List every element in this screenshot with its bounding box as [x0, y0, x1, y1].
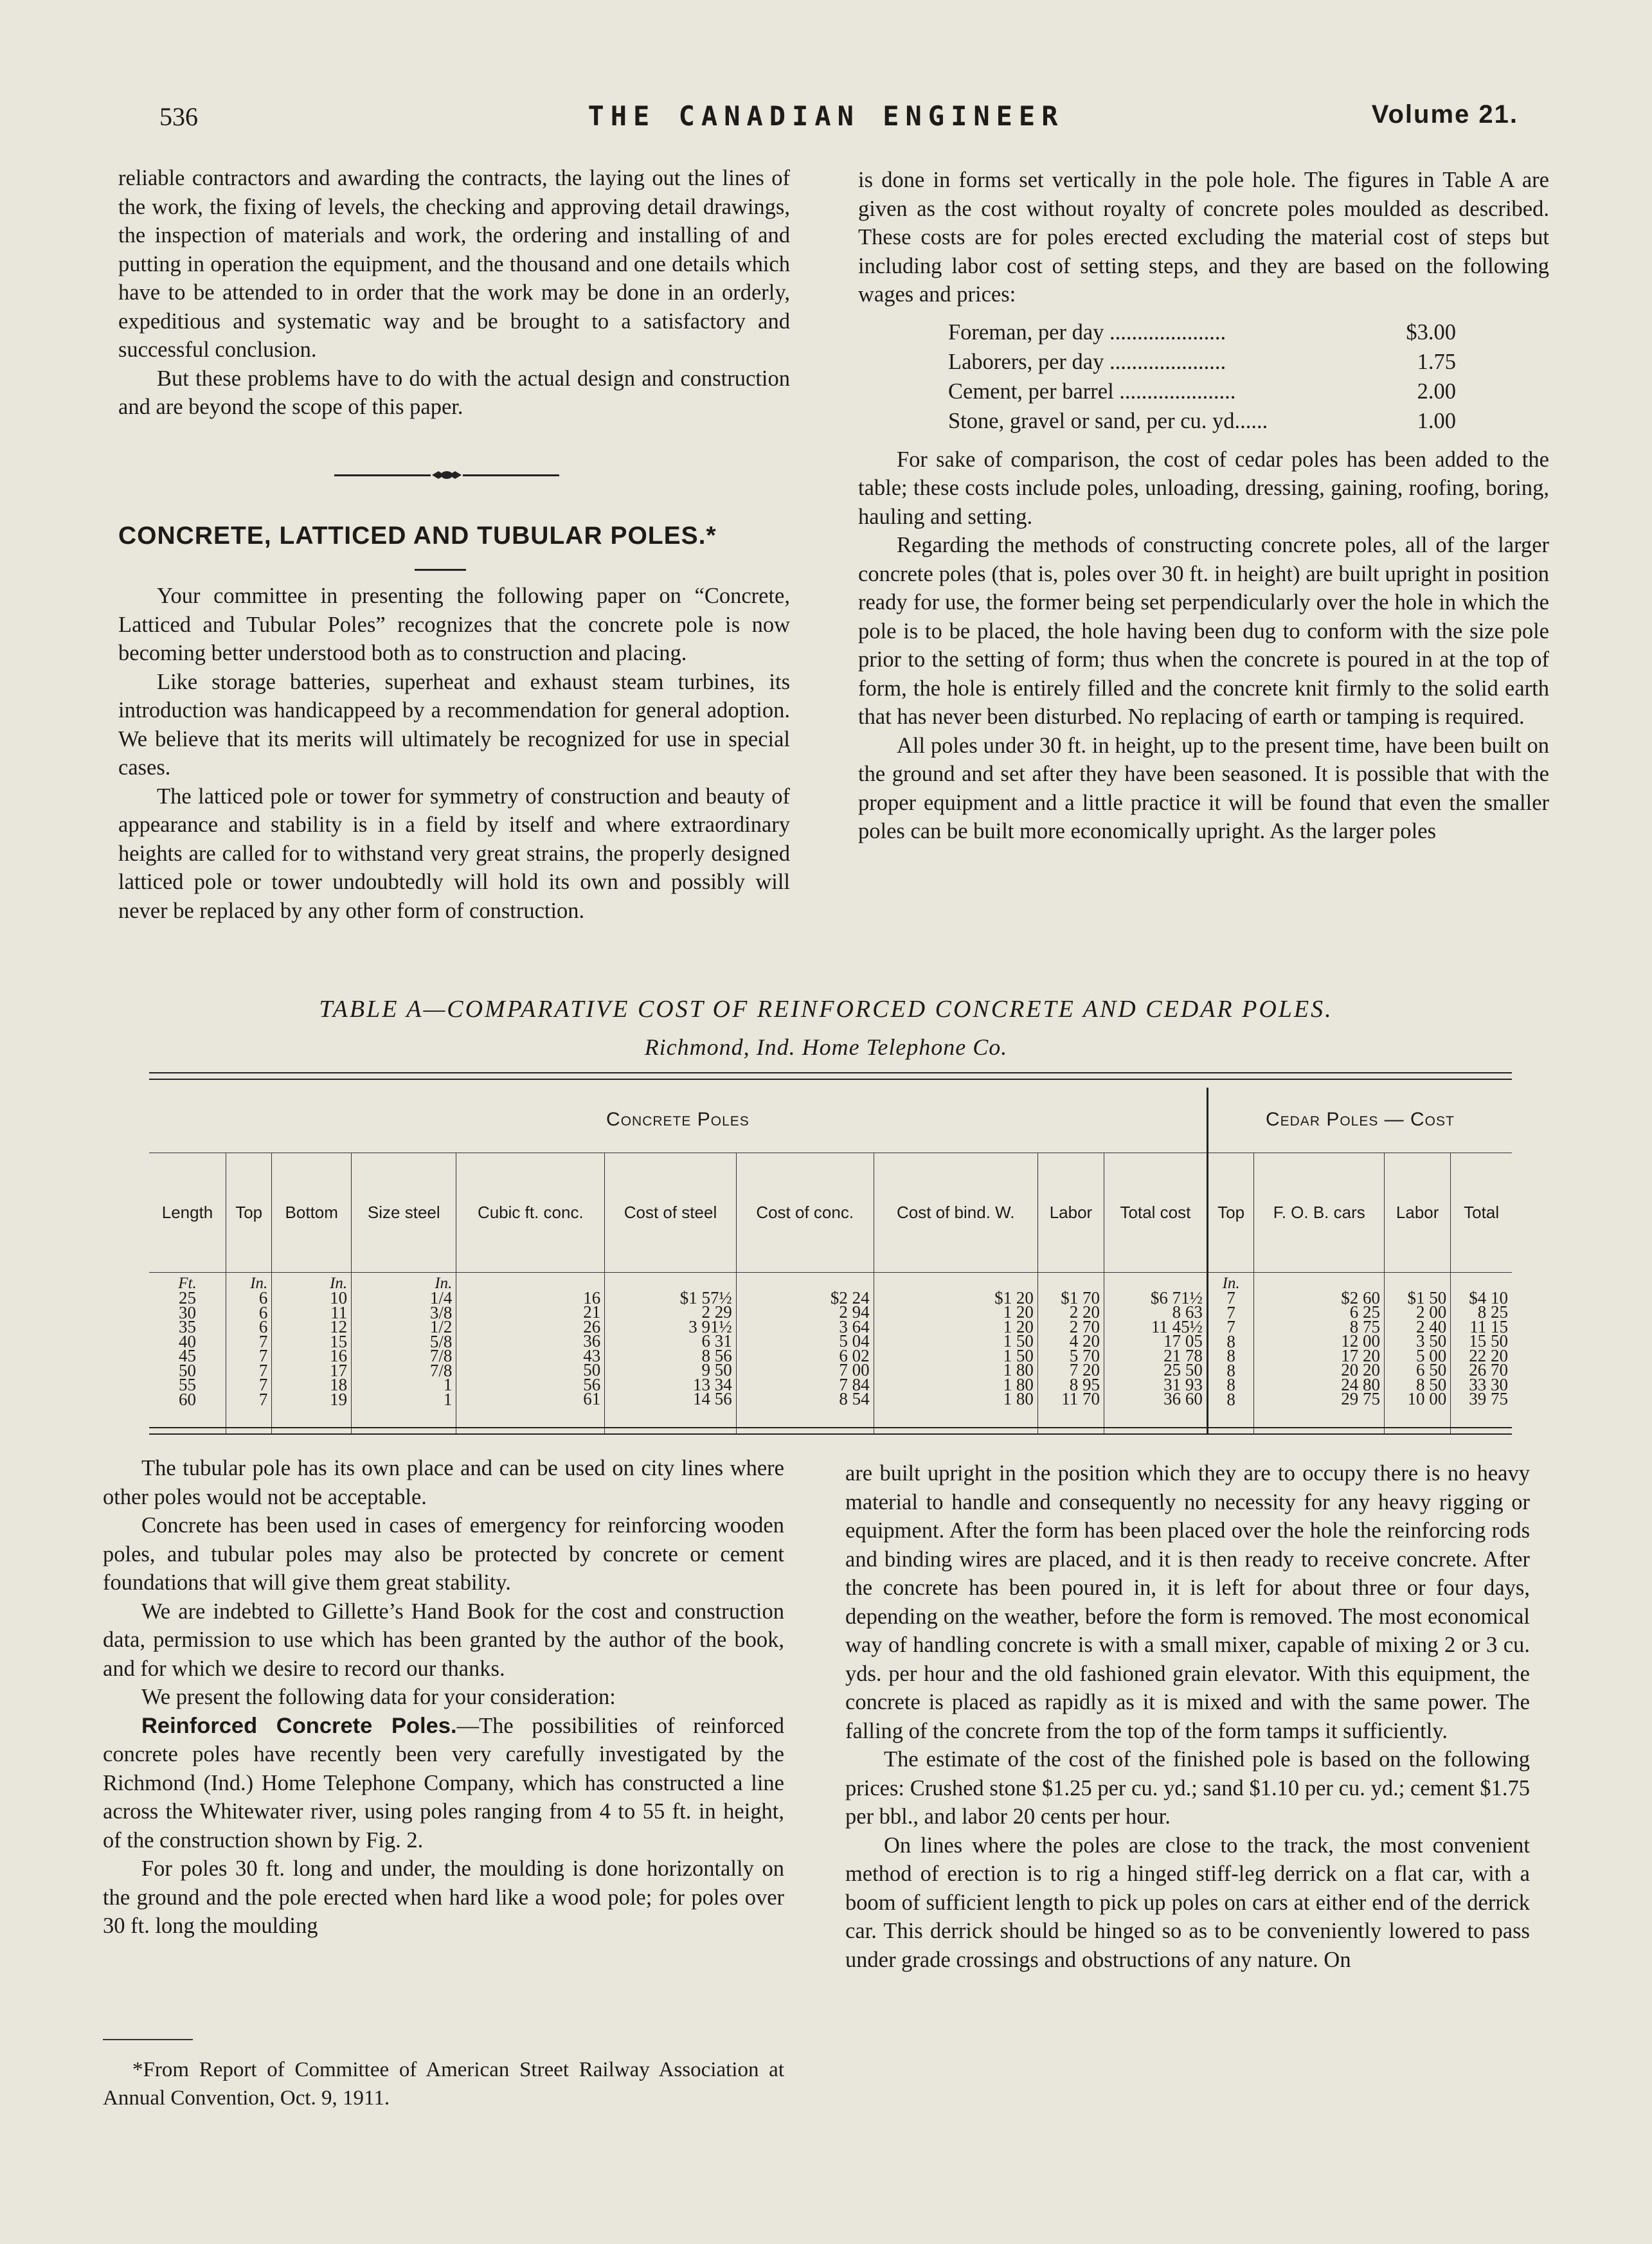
article-intro-column: [118, 582, 790, 925]
run-in-heading: Reinforced Concrete Poles.: [141, 1713, 457, 1738]
table-cell: 1 20: [1003, 1302, 1034, 1322]
table-cell: 7: [258, 1375, 268, 1395]
table-cell: 25 50: [1163, 1360, 1203, 1380]
paragraph: The estimate of the cost of the finished pole is based on the following prices: Crushed stone $1.25 per cu. yd.; sand $1.10 per cu. yd.; cement $1.75 per bbl., and labor 20 cents per hour.: [845, 1747, 1530, 1829]
table-column-cell: [736, 1272, 874, 1435]
diamond-ornament-icon: [431, 469, 463, 481]
column-header: Labor: [1037, 1153, 1104, 1272]
price-row: [948, 348, 1456, 377]
table-cell: 6 02: [839, 1345, 870, 1365]
table-column-cell: [226, 1272, 272, 1435]
table-cell: 1/4: [429, 1288, 453, 1308]
table-column-cell: [272, 1272, 352, 1435]
table-body: [149, 1272, 1512, 1435]
table-cell: 1 50: [1003, 1345, 1034, 1365]
table-cell: 8: [1226, 1389, 1235, 1409]
table-cell: 29 75: [1341, 1389, 1381, 1409]
table-cell: 55: [179, 1375, 196, 1395]
table-cell: 1/2: [429, 1317, 453, 1337]
table-cell: 1 50: [1003, 1331, 1034, 1351]
table-cell: 8 75: [1349, 1316, 1381, 1336]
table-column-cell: [352, 1272, 456, 1435]
table-cell: 33 30: [1469, 1374, 1508, 1394]
table-cell: 2 20: [1069, 1302, 1100, 1322]
paragraph: Concrete has been used in cases of emergency for reinforcing wooden poles, and tubular poles may also be protected by concrete or cement foundations that will give them great stability.: [103, 1513, 784, 1595]
top-left-column: [118, 164, 790, 422]
column-header: Cost of conc.: [736, 1153, 874, 1272]
table-cell: 9 50: [701, 1360, 732, 1380]
unit-label: [460, 1277, 600, 1291]
price-value: $3.00: [1406, 319, 1456, 345]
column-header: Total cost: [1104, 1153, 1208, 1272]
table-cell: 11 45½: [1151, 1316, 1203, 1336]
paragraph: is done in forms set vertically in the pole hole. The figures in Table A are given as the cost without royalty of concrete poles moulded as described. These costs are for poles erected excluding the material cost of steps but including labor cost of setting steps, and they are based on the following wages and prices:: [858, 168, 1549, 307]
footnote-rule: [103, 2039, 193, 2040]
paragraph: Like storage batteries, superheat and exhaust steam turbines, its introduction was handicappeed by a recommendation for general adoption. We believe that its merits will ultimately be recognized for use in special cases.: [118, 669, 790, 780]
journal-title: THE CANADIAN ENGINEER: [588, 100, 1064, 132]
paragraph: We present the following data for your consideration:: [141, 1685, 616, 1709]
column-header: Cost of bind. W.: [874, 1153, 1037, 1272]
paragraph: Regarding the methods of constructing concrete poles, all of the larger concrete poles (that is, poles over 30 ft. in height) are built upright in position ready for use, the former being set perpendicularly over the hole in which the pole is to be placed, the hole having been dug to conform with the size pole prior to the setting of form; thus when the concrete is poured in at the top of form, the hole is entirely filled and the concrete knit firmly to the solid earth that has never been disturbed. No replacing of earth or tamping is required.: [858, 533, 1549, 729]
table-cell: 22 20: [1469, 1345, 1508, 1365]
table-cell: 25: [179, 1288, 196, 1308]
table-cell: 5 70: [1069, 1345, 1100, 1365]
price-label: Laborers, per day .....................: [948, 349, 1226, 374]
table-cell: 30: [179, 1302, 196, 1322]
price-value: 1.75: [1417, 349, 1456, 374]
table-cell: 35: [179, 1317, 196, 1337]
table-cell: 61: [583, 1389, 601, 1409]
column-header: Cubic ft. conc.: [456, 1153, 605, 1272]
table-cell: 10: [330, 1288, 348, 1308]
table-cell: 3 91½: [688, 1316, 732, 1336]
table-cell: 7: [258, 1331, 268, 1351]
table-cell: 7: [1226, 1288, 1235, 1308]
price-label: Foreman, per day .....................: [948, 319, 1226, 345]
table-cell: 21: [583, 1302, 601, 1322]
top-right-column: [858, 166, 1549, 846]
table-cell: $1 70: [1061, 1288, 1100, 1307]
unit-label: In.: [330, 1274, 348, 1292]
table-cell: 24 80: [1341, 1374, 1381, 1394]
table-cell: 36 60: [1163, 1389, 1203, 1409]
table-column-cell: [1037, 1272, 1104, 1435]
price-value: 1.00: [1417, 408, 1456, 433]
table-column-cell: [1104, 1272, 1208, 1435]
bottom-right-column: [845, 1459, 1530, 1974]
table-column-cell: [1254, 1272, 1385, 1435]
table-cell: 39 75: [1469, 1389, 1508, 1409]
paragraph: The tubular pole has its own place and can be used on city lines where other poles would not be acceptable.: [103, 1456, 784, 1509]
price-row: [948, 318, 1456, 348]
table-cell: 5 00: [1416, 1345, 1447, 1365]
table-cell: 6: [258, 1288, 268, 1308]
table-cell: 36: [583, 1331, 601, 1351]
paragraph: reliable contractors and awarding the contracts, the laying out the lines of the work, the fixing of levels, the checking and approving detail drawings, the inspection of materials and work, the ordering and installing of and putting in operation the equipment, and the thousand and one details which have to be attended to in order that the work may be done in an orderly, expeditious and systematic way and be brought to a satisfactory and successful conclusion.: [118, 166, 790, 362]
table-cell: 31 93: [1163, 1374, 1203, 1394]
paragraph: For poles 30 ft. long and under, the moulding is done horizontally on the ground and the pole erected when hard like a wood pole; for poles over 30 ft. long the moulding: [103, 1856, 784, 1938]
column-header: Top: [1207, 1153, 1254, 1272]
running-header: [0, 96, 1652, 135]
table-cell: 17 20: [1341, 1345, 1381, 1365]
table-cell: 8 95: [1069, 1374, 1100, 1394]
table-cell: 19: [330, 1389, 348, 1409]
paragraph: The latticed pole or tower for symmetry of construction and beauty of appearance and stability is in a field by itself and where extraordinary heights are called for to withstand very great strains, the properly designed latticed pole or tower undoubtedly will hold its own and possibly will never be replaced by any other form of construction.: [118, 784, 790, 923]
table-cell: $6 71½: [1150, 1288, 1203, 1307]
table-cell: $2 24: [830, 1288, 870, 1307]
table-cell: 12: [330, 1317, 348, 1337]
table-cell: 8 50: [1416, 1374, 1447, 1394]
run-in-text: —The possibilities of reinforced concrete poles have recently been very carefully investigated by the Richmond (Ind.) Home Telephone Company, which has constructed a line across the Whitewater river, using poles ranging from 4 to 55 ft. in height, of the construction shown by Fig. 2.: [103, 1713, 785, 1853]
table-cell: 3 64: [839, 1316, 870, 1336]
table-cell: 7 20: [1069, 1360, 1100, 1380]
table-cell: 2 94: [839, 1302, 870, 1322]
table-cell: 6 50: [1416, 1360, 1447, 1380]
table-cell: 6: [258, 1302, 268, 1322]
table-cell: 8 56: [701, 1345, 732, 1365]
price-value: 2.00: [1417, 379, 1456, 404]
table-column-cell: [1385, 1272, 1451, 1435]
unit-label: In.: [250, 1274, 268, 1292]
table-cell: 10 00: [1407, 1389, 1447, 1409]
table-cell: $2 60: [1341, 1288, 1381, 1307]
table-cell: $1 57½: [679, 1288, 732, 1307]
paragraph: All poles under 30 ft. in height, up to the present time, have been built on the ground and set after they have been seasoned. It is possible that with the proper equipment and a little practice it will be found that even the smaller poles can be built more economically upright. As the larger poles: [858, 733, 1549, 843]
table-cell: 26 70: [1469, 1360, 1508, 1380]
paragraph: Your committee in presenting the following paper on “Concrete, Latticed and Tubular Poles” recognizes that the concrete pole is now becoming better understood both as to construction and placing.: [118, 584, 790, 665]
table-cell: 14 56: [692, 1389, 732, 1409]
table-cell: 6 31: [701, 1331, 732, 1351]
column-header: Bottom: [272, 1153, 352, 1272]
paragraph: For sake of comparison, the cost of cedar poles has been added to the table; these costs include poles, unloading, dressing, gaining, roofing, boring, hauling and setting.: [858, 447, 1549, 529]
table-cell: 26: [583, 1316, 601, 1336]
table-cell: 16: [330, 1346, 348, 1366]
unit-label: Ft.: [178, 1274, 197, 1292]
table-cell: $1 50: [1407, 1288, 1447, 1307]
table-cell: 5 04: [839, 1331, 870, 1351]
paragraph: are built upright in the position which they are to occupy there is no heavy material to handle and consequently no necessity for any heavy rigging or equipment. After the form has been placed over the hole the reinforcing rods and binding wires are placed, and it is then ready to receive concrete. After the concrete has been poured in, it is left for about three or four days, depending on the weather, before the form is removed. The most economical way of handling concrete is with a small mixer, capable of mixing 2 or 3 cu. yds. per hour and the old fashioned grain elevator. With this equipment, the concrete is placed as rapidly as it is mixed and with the same power. The falling of the concrete from the top of the form tamps it sufficiently.: [845, 1461, 1530, 1743]
table-cell: 43: [583, 1345, 601, 1365]
table-cell: 7 84: [839, 1374, 870, 1394]
table-cell: 11: [330, 1302, 348, 1322]
column-header: F. O. B. cars: [1254, 1153, 1385, 1272]
table-cell: 12 00: [1341, 1331, 1381, 1351]
price-row: [948, 407, 1456, 436]
table-cell: 60: [179, 1389, 196, 1409]
column-header: Top: [226, 1153, 272, 1272]
column-header: Labor: [1385, 1153, 1451, 1272]
table-top-rule: [149, 1072, 1512, 1080]
paragraph: But these problems have to do with the actual design and construction and are beyond the scope of this paper.: [118, 366, 790, 419]
table-cell: 8: [1226, 1331, 1235, 1351]
table-cell: 7: [258, 1346, 268, 1366]
cost-table: [149, 1088, 1512, 1435]
table-cell: 56: [583, 1374, 601, 1394]
table-cell: 50: [179, 1360, 196, 1380]
table-cell: 21 78: [1163, 1345, 1203, 1365]
table-cell: 1 80: [1003, 1374, 1034, 1394]
table-cell: 3 50: [1416, 1331, 1447, 1351]
table-cell: 17: [330, 1360, 348, 1380]
table-cell: 8: [1226, 1375, 1235, 1395]
table-cell: 8 54: [839, 1389, 870, 1409]
article-title: CONCRETE, LATTICED AND TUBULAR POLES.*: [118, 522, 717, 550]
table-cell: 15 50: [1469, 1331, 1508, 1351]
table-cell: 4 20: [1069, 1331, 1100, 1351]
table-cell: 50: [583, 1360, 601, 1380]
table-group-header: [149, 1088, 1512, 1153]
table-cell: 7: [258, 1360, 268, 1380]
table-column-cell: [605, 1272, 737, 1435]
paragraph: [103, 1712, 784, 1855]
table-cell: 5/8: [429, 1331, 453, 1351]
table-bottom-rule: [149, 1427, 1512, 1435]
table-cell: 20 20: [1341, 1360, 1381, 1380]
table-cell: 1 20: [1003, 1316, 1034, 1336]
table-cell: 8: [1226, 1346, 1235, 1366]
table-cell: 7 00: [839, 1360, 870, 1380]
volume-label: Volume 21.: [1371, 100, 1518, 129]
footnote: [103, 2056, 784, 2112]
table-column-cell: [456, 1272, 605, 1435]
paragraph: We are indebted to Gillette’s Hand Book for the cost and construction data, permission to use which has been granted by the author of the book, and for which we desire to record our thanks.: [103, 1599, 784, 1681]
table-cell: 7/8: [429, 1360, 453, 1380]
price-list: [948, 318, 1456, 436]
table-cell: 1: [443, 1389, 453, 1409]
table-cell: 17 05: [1163, 1331, 1203, 1351]
column-header: Cost of steel: [605, 1153, 737, 1272]
table-cell: 1 80: [1003, 1389, 1034, 1409]
table-cell: 45: [179, 1346, 196, 1366]
unit-label: In.: [1222, 1274, 1240, 1292]
table-cell: 7: [258, 1389, 268, 1409]
concrete-poles-group: Concrete Poles: [149, 1088, 1207, 1153]
table-cell: 13 34: [692, 1374, 732, 1394]
table-caption: TABLE A—COMPARATIVE COST OF REINFORCED CONCRETE AND CEDAR POLES.: [319, 996, 1333, 1023]
bottom-left-column: [103, 1454, 784, 1941]
table-column-cell: [874, 1272, 1037, 1435]
table-cell: 2 29: [701, 1302, 732, 1322]
table-cell: 3/8: [429, 1302, 453, 1322]
table-cell: 8 25: [1477, 1302, 1508, 1322]
table-cell: $4 10: [1469, 1288, 1508, 1307]
table-cell: 7/8: [429, 1346, 453, 1366]
column-header: Length: [149, 1153, 226, 1272]
table-column-cell: [1207, 1272, 1254, 1435]
table-cell: 7: [1226, 1302, 1235, 1322]
table-cell: 11 15: [1469, 1316, 1508, 1336]
price-label: Stone, gravel or sand, per cu. yd......: [948, 408, 1268, 433]
cedar-poles-group: Cedar Poles — Cost: [1207, 1088, 1512, 1153]
table-cell: 11 70: [1061, 1389, 1100, 1409]
column-header: Size steel: [352, 1153, 456, 1272]
table-data-row-block: [149, 1272, 1512, 1435]
footnote-text: *From Report of Committee of American Street Railway Association at Annual Convention, Oct. 9, 1911.: [103, 2058, 784, 2110]
table-cell: 16: [583, 1288, 601, 1307]
price-row: [948, 377, 1456, 407]
table-cell: 2 00: [1416, 1302, 1447, 1322]
table-cell: 40: [179, 1331, 196, 1351]
table-cell: 18: [330, 1375, 348, 1395]
table-cell: 6: [258, 1317, 268, 1337]
unit-label: In.: [435, 1274, 453, 1292]
table-cell: 15: [330, 1331, 348, 1351]
page-number: 536: [159, 102, 198, 131]
table-column-cell: [149, 1272, 226, 1435]
column-header: Total: [1451, 1153, 1512, 1272]
table-cell: 1: [443, 1375, 453, 1395]
table-column-cell: [1451, 1272, 1512, 1435]
table-cell: 7: [1226, 1317, 1235, 1337]
table-cell: 8: [1226, 1360, 1235, 1380]
table-cell: $1 20: [994, 1288, 1034, 1307]
table-cell: 8 63: [1172, 1302, 1203, 1322]
table-cell: 1 80: [1003, 1360, 1034, 1380]
table-cell: 2 70: [1069, 1316, 1100, 1336]
table-subcaption: Richmond, Ind. Home Telephone Co.: [644, 1034, 1008, 1060]
paragraph: On lines where the poles are close to the track, the most convenient method of erection is to rig a hinged stiff-leg derrick on a flat car, with a boom of sufficient length to pick up poles on cars at either end of the derrick car. This derrick should be hinged so as to be conveniently lowered to pass under grade crossings and obstructions of any nature. On: [845, 1833, 1530, 1972]
table-cell: 6 25: [1349, 1302, 1381, 1322]
title-rule: [415, 569, 466, 571]
section-ornament: [334, 468, 559, 482]
table-cell: 2 40: [1416, 1316, 1447, 1336]
table-column-headers: [149, 1153, 1512, 1272]
price-label: Cement, per barrel .....................: [948, 379, 1236, 404]
